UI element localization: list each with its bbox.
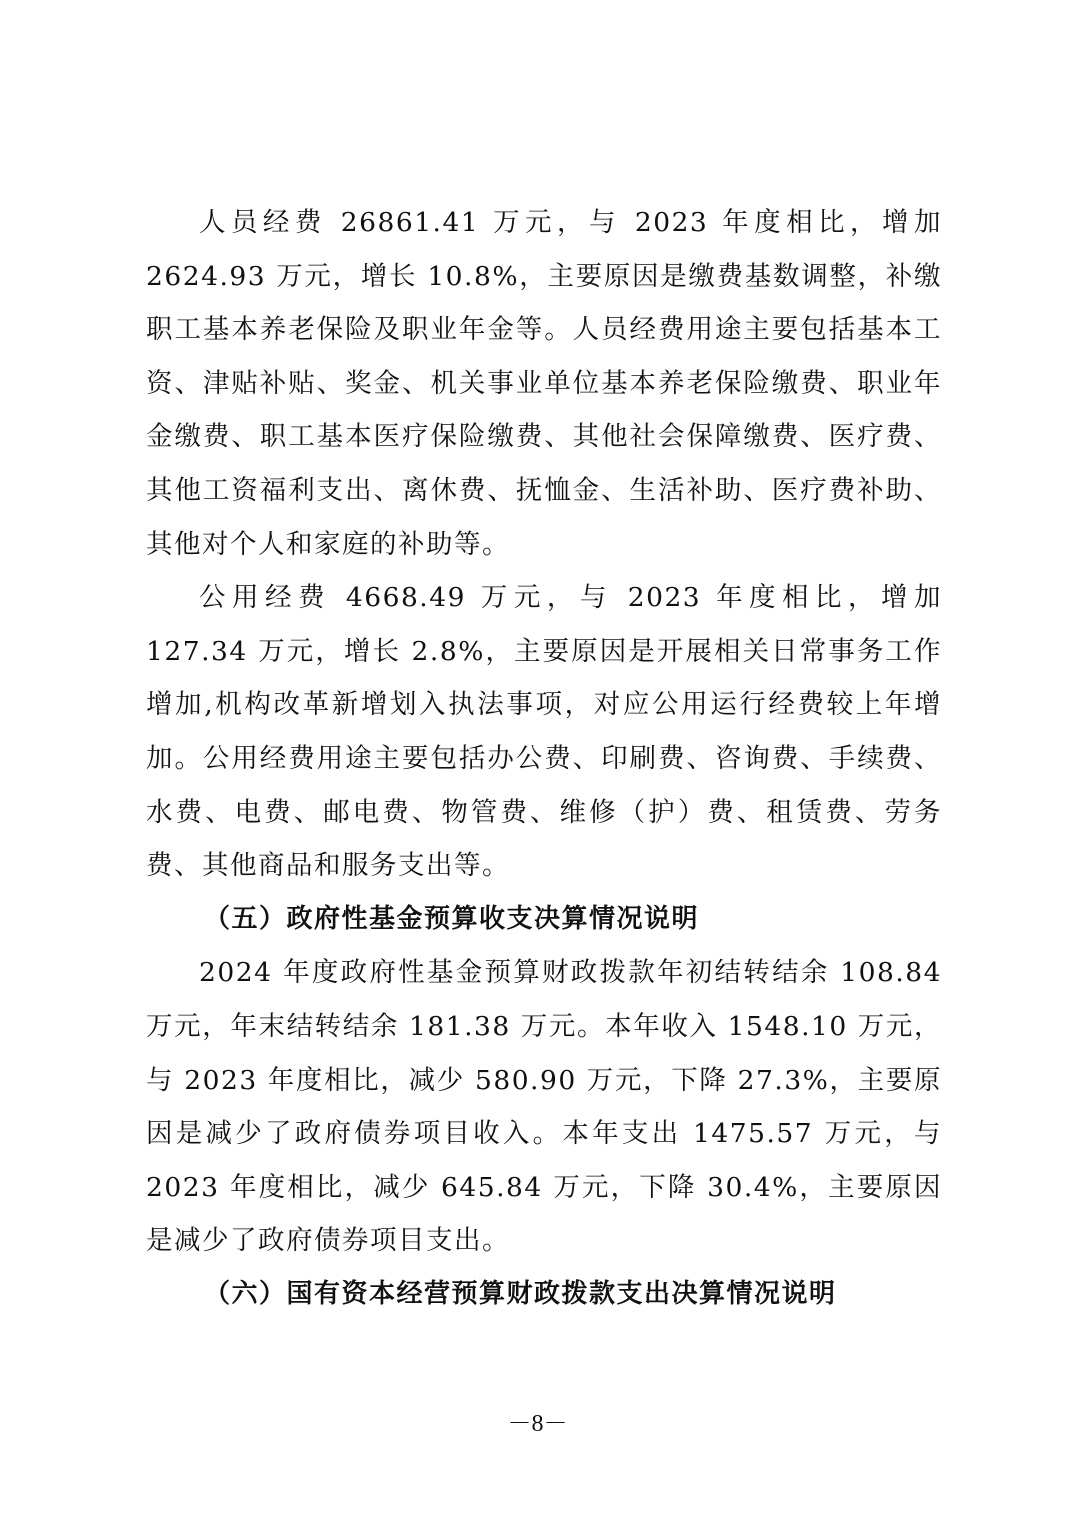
document-body xyxy=(146,196,942,1321)
section-heading-state-capital: （六）国有资本经营预算财政拨款支出决算情况说明 xyxy=(204,1278,837,1309)
paragraph-personnel-expenses: 人员经费 26861.41 万元，与 2023 年度相比，增加 2624.93 万元，增长 10.8%，主要原因是缴费基数调整，补缴职工基本养老保险及职业年金等。人员经费用途主要包括基本工资、津贴补贴、奖金、机关事业单位基本养老保险缴费、职业年金缴费、职工基本医疗保险缴费、其他社会保障缴费、医疗费、其他工资福利支出、离休费、抚恤金、生活补助、医疗费补助、其他对个人和家庭的补助等。 xyxy=(146,207,942,560)
page-number: －8－ xyxy=(507,1411,568,1437)
paragraph-public-expenses: 公用经费 4668.49 万元，与 2023 年度相比，增加 127.34 万元，增长 2.8%，主要原因是开展相关日常事务工作增加,机构改革新增划入执法事项，对应公用运行经费较上年增加。公用经费用途主要包括办公费、印刷费、咨询费、手续费、水费、电费、邮电费、物管费、维修（护）费、租赁费、劳务费、其他商品和服务支出等。 xyxy=(146,582,942,882)
section-heading-government-fund: （五）政府性基金预算收支决算情况说明 xyxy=(204,903,700,934)
paragraph-government-fund-budget: 2024 年度政府性基金预算财政拨款年初结转结余 108.84 万元，年末结转结余 181.38 万元。本年收入 1548.10 万元，与 2023 年度相比，减少 580.90 万元，下降 27.3%，主要原因是减少了政府债券项目收入。本年支出 1475.57 万元，与 2023 年度相比，减少 645.84 万元，下降 30.4%，主要原因是减少了政府债券项目支出。 xyxy=(146,957,942,1257)
